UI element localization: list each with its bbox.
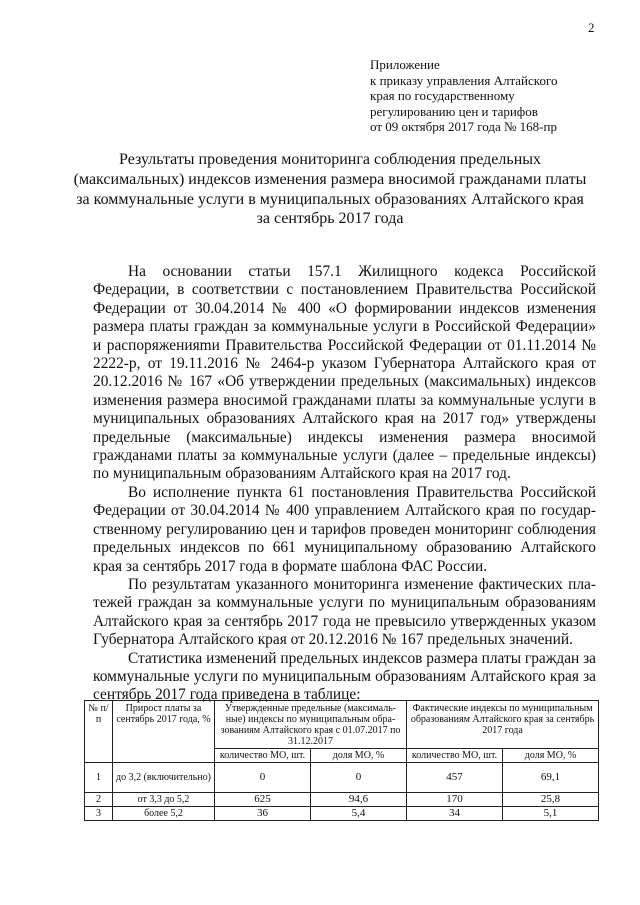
title-line: за сентябрь 2017 года — [256, 210, 404, 228]
paragraph: Статистика изменений предельных индексов размера платы граждан за коммунальные услуги по муниципальным образованиям Алтайского края за сентябрь 2017 года приведена в таблице: — [93, 649, 597, 704]
table-row — [85, 793, 599, 807]
row-approved-count: 625 — [215, 793, 311, 807]
table-row — [85, 763, 599, 793]
row-actual-count: 34 — [407, 807, 503, 821]
appendix-line: от 09 октября 2017 года № 168-пр — [370, 119, 557, 135]
table-row — [85, 807, 599, 821]
subheader-count: количество МО, шт. — [215, 749, 311, 763]
row-growth: до 3,2 (включительно) — [113, 763, 215, 793]
subheader-share: доля МО, % — [503, 749, 599, 763]
page-number: 2 — [588, 20, 595, 35]
row-growth: более 5,2 — [113, 807, 215, 821]
appendix-line: регулированию цен и тарифов — [370, 103, 538, 119]
paragraph: По результатам указанного мониторинга изменение фактических платежей граждан за коммунальные услуги по муниципальным образованиям Алтайского края за сентябрь 2017 года не превысило утвержденных указом Губернатора Алтайского края от 20.12.2016 № 167 предельных значений. — [93, 575, 596, 649]
row-approved-count: 36 — [215, 807, 311, 821]
row-actual-count: 457 — [407, 763, 503, 793]
appendix-line: края по государственному — [370, 88, 515, 104]
document-title — [60, 150, 600, 229]
row-approved-share: 94,6 — [311, 793, 407, 807]
row-approved-count: 0 — [215, 763, 311, 793]
title-line: (максимальных) индексов изменения размера вносимой гражданами платы — [73, 170, 587, 188]
row-num: 2 — [85, 793, 113, 807]
row-approved-share: 5,4 — [311, 807, 407, 821]
paragraph: На основании статьи 157.1 Жилищного кодекса Российской Федерации, в соответствии с постановлением Правительства Российской Федерации от 30.04.2014 № 400 «О формировании индексов изменения размера платы граждан за коммунальные услуги в Российской Федерации» и распоряженияmи Правительства Российской Федерации от 01.11.2014 № 2222-р, от 19.11.2016 № 2464-р указом Губернатора Алтайского края от 20.12.2016 № 167 «Об утверждении предельных (максимальных) индексов изменения размера вносимой гражданами платы за коммунальные услуги в муниципальных образованиях Алтайского края на 2017 год» утверждены предельные (максимальные) индексы изменения размера вносимой гражданами платы за коммунальные услуги (далее – предельные индексы) по муниципальным образованиям Алтайского края на 2017 год. — [93, 263, 596, 483]
table-header-row — [85, 701, 599, 749]
header-actual: Фактические индексы по муниципальным образованиям Алтайского края за сентябрь 2017 года — [407, 701, 599, 749]
row-actual-share: 25,8 — [503, 793, 599, 807]
subheader-share: доля МО, % — [311, 749, 407, 763]
row-actual-share: 69,1 — [503, 763, 599, 793]
row-actual-share: 5,1 — [503, 807, 599, 821]
appendix-block — [370, 57, 620, 135]
row-num: 1 — [85, 763, 113, 793]
row-approved-share: 0 — [311, 763, 407, 793]
appendix-line: к приказу управления Алтайского — [370, 72, 558, 88]
appendix-line: Приложение — [370, 57, 440, 72]
header-approved: Утвержденные предельные (максимальные) индексы по муниципальным образованиям Алтайского края с 01.07.2017 по 31.12.2017 — [215, 701, 407, 749]
header-num: № п/п — [85, 701, 113, 763]
title-line: за коммунальные услуги в муниципальных образованиях Алтайского края — [76, 190, 584, 208]
row-actual-count: 170 — [407, 793, 503, 807]
body-text — [93, 263, 596, 705]
statistics-table — [84, 700, 599, 821]
row-growth: от 3,3 до 5,2 — [113, 793, 215, 807]
header-growth: Прирост платы за сентябрь 2017 года, % — [113, 701, 215, 763]
title-line: Результаты проведения мониторинга соблюдения предельных — [119, 151, 541, 168]
paragraph: Во исполнение пункта 61 постановления Правительства Российской Федерации от 30.04.2014 № 400 управлением Алтайского края по государственному регулированию цен и тарифов проведен мониторинг соблюдения предельных индексов по 661 муниципальному образованию Алтайского края за сентябрь 2017 года в формате шаблона ФАС России. — [93, 483, 596, 575]
row-num: 3 — [85, 807, 113, 821]
subheader-count: количество МО, шт. — [407, 749, 503, 763]
